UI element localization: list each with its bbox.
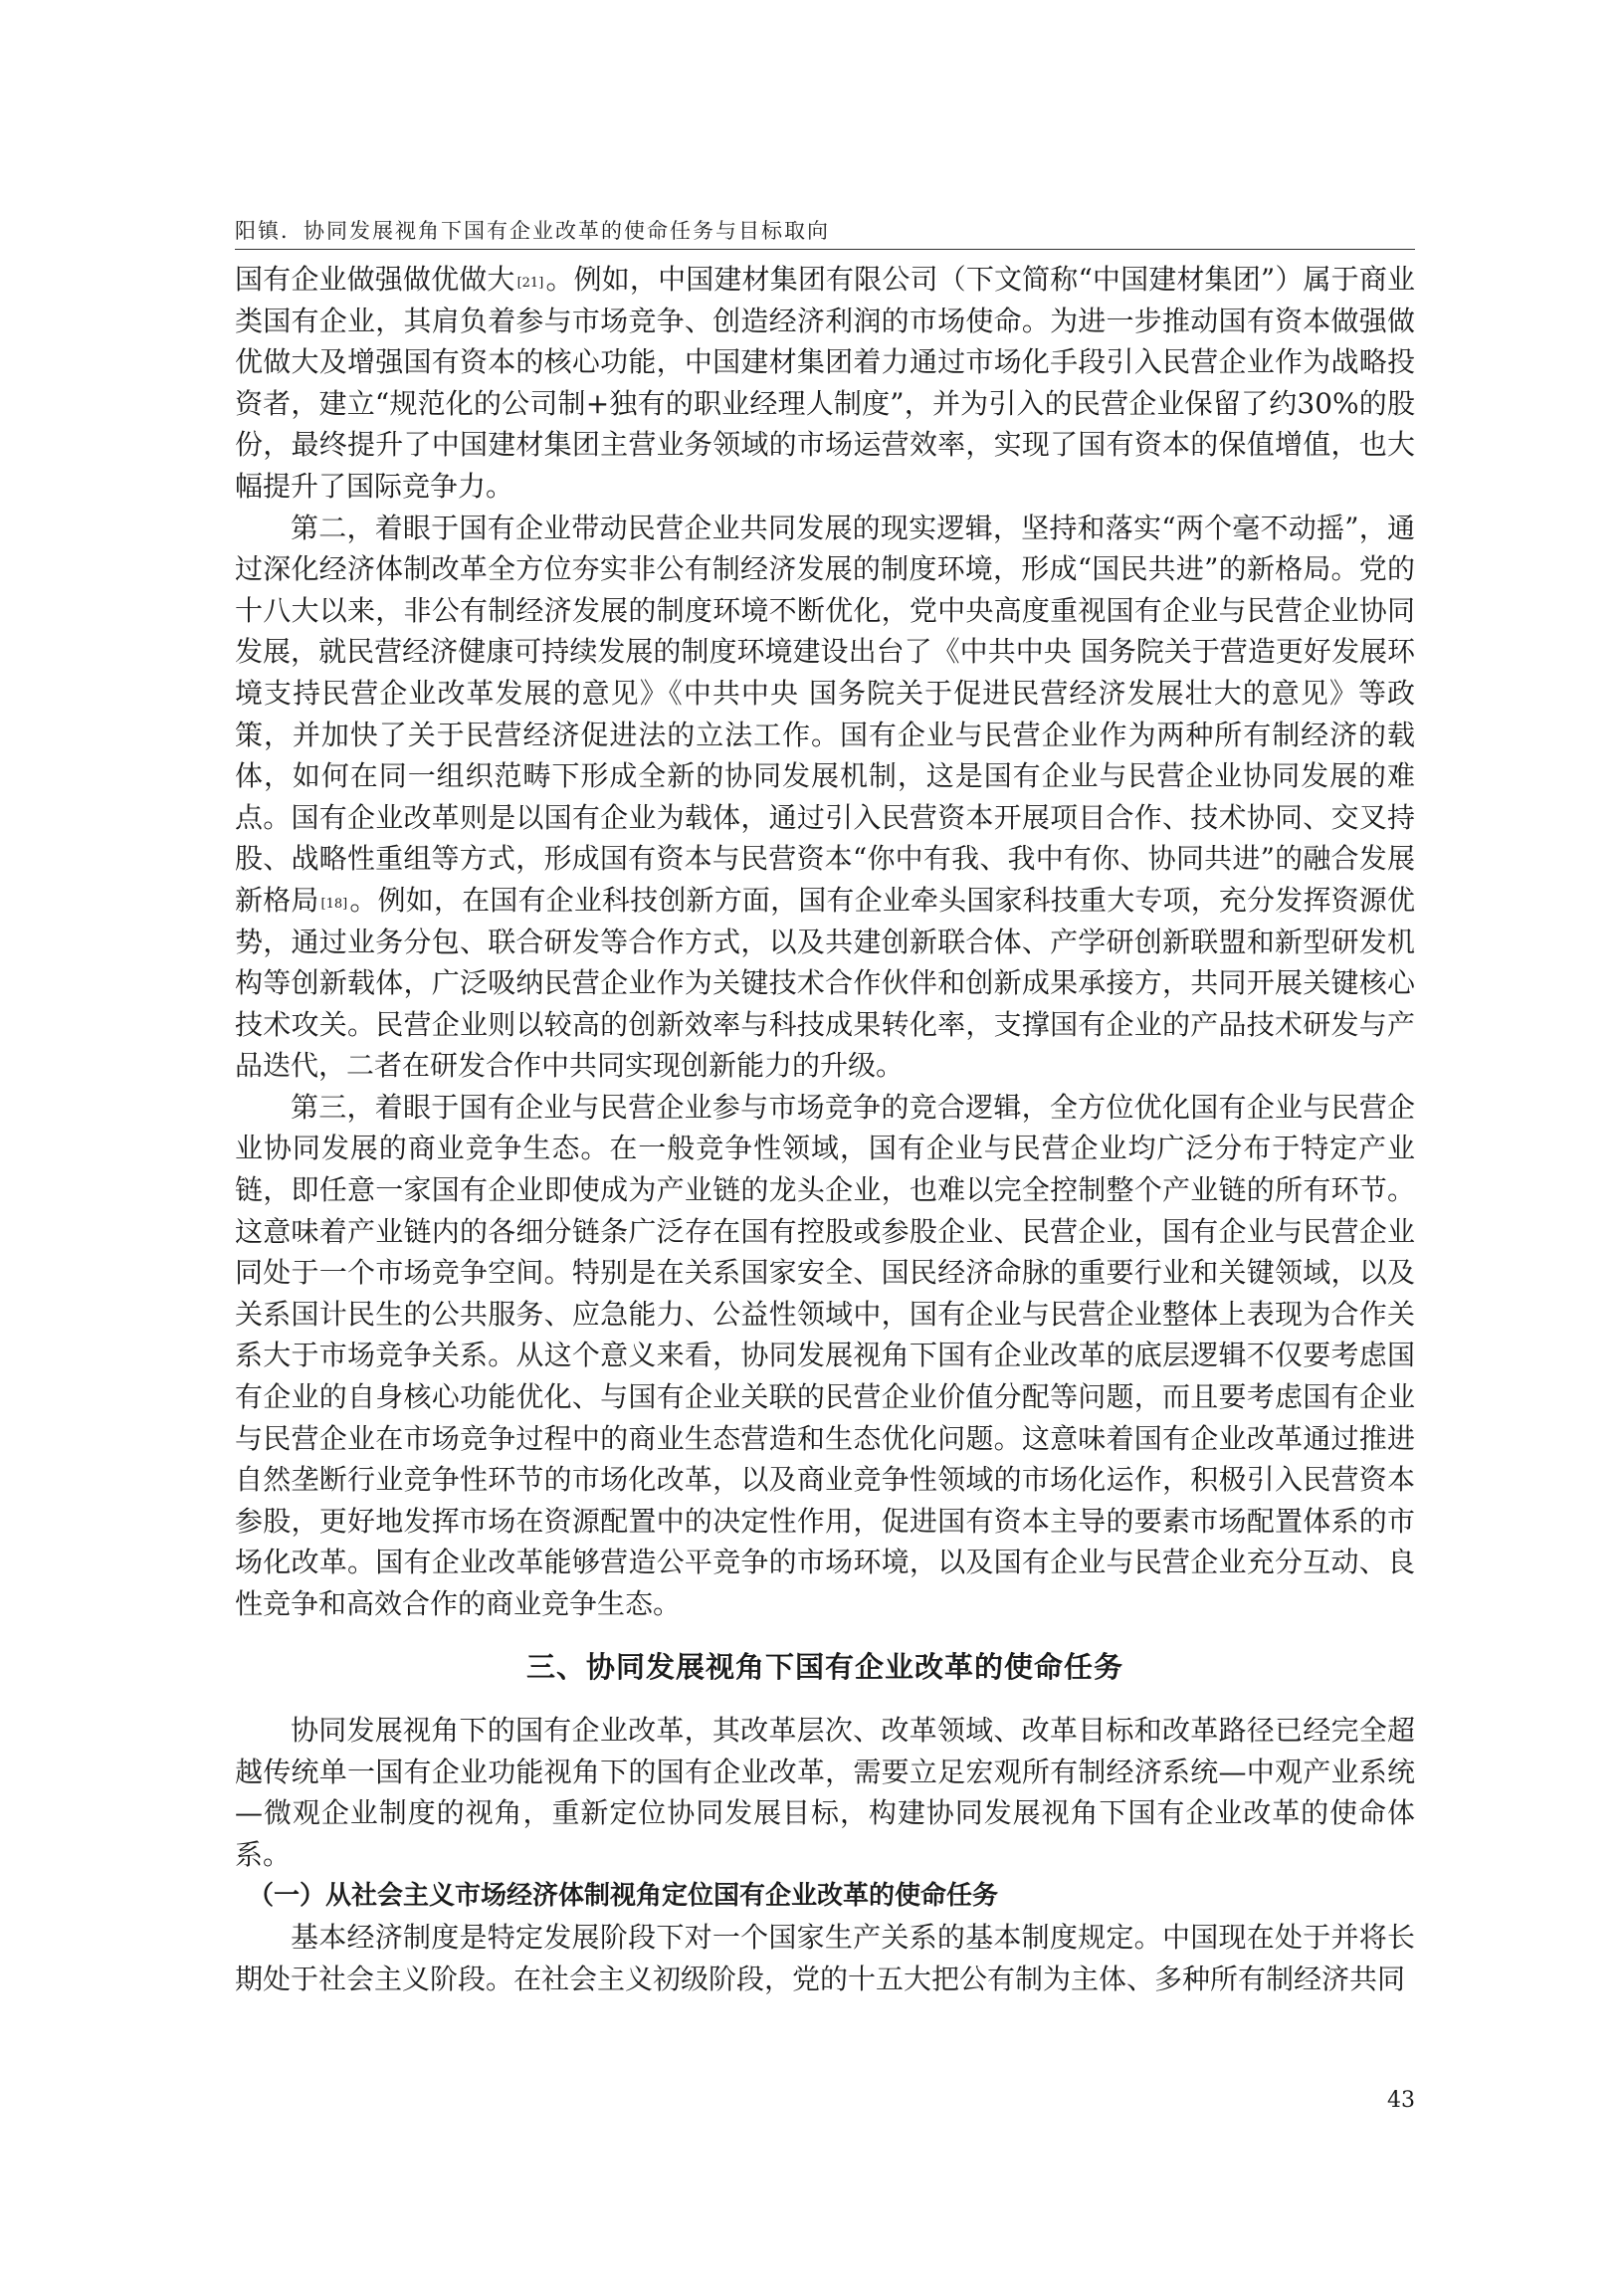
- paragraph-text: 第二，着眼于国有企业带动民营企业共同发展的现实逻辑，坚持和落实“两个毫不动摇”，通过深化经济体制改革全方位夯实非公有制经济发展的制度环境，形成“国民共进”的新格局。党的十八大以来，非公有制经济发展的制度环境不断优化，党中央高度重视国有企业与民营企业协同发展，就民营经济健康可持续发展的制度环境建设出台了《中共中央 国务院关于营造更好发展环境支持民营企业改革发展的意见》《中共中央 国务院关于促进民营经济发展壮大的意见》等政策，并加快了关于民营经济促进法的立法工作。国有企业与民营企业作为两种所有制经济的载体，如何在同一组织范畴下形成全新的协同发展机制，这是国有企业与民营企业协同发展的难点。国有企业改革则是以国有企业为载体，通过引入民营资本开展项目合作、技术协同、交叉持股、战略性重组等方式，形成国有资本与民营资本“你中有我、我中有你、协同共进”的融合发展新格局: [235, 511, 1415, 917]
- section-intro: 协同发展视角下的国有企业改革，其改革层次、改革领域、改革目标和改革路径已经完全超越传统单一国有企业功能视角下的国有企业改革，需要立足宏观所有制经济系统—中观产业系统—微观企业制度的视角，重新定位协同发展目标，构建协同发展视角下国有企业改革的使命体系。: [235, 1714, 1415, 1871]
- paragraph-text: 。例如，在国有企业科技创新方面，国有企业牵头国家科技重大专项，充分发挥资源优势，通过业务分包、联合研发等合作方式，以及共建创新联合体、产学研创新联盟和新型研发机构等创新载体，广泛吸纳民营企业作为关键技术合作伙伴和创新成果承接方，共同开展关键核心技术攻关。民营企业则以较高的创新效率与科技成果转化率，支撑国有企业的产品技术研发与产品迭代，二者在研发合作中共同实现创新能力的升级。: [235, 883, 1415, 1083]
- citation: [18]: [320, 896, 348, 912]
- running-head: 阳镇．协同发展视角下国有企业改革的使命任务与目标取向: [235, 219, 830, 243]
- paragraph-text: 。例如，中国建材集团有限公司（下文简称“中国建材集团”）属于商业类国有企业，其肩负着参与市场竞争、创造经济利润的市场使命。为进一步推动国有资本做强做优做大及增强国有资本的核心功能，中国建材集团着力通过市场化手段引入民营企业作为战略投资者，建立“规范化的公司制+独有的职业经理人制度”，并为引入的民营企业保留了约30%的股份，最终提升了中国建材集团主营业务领域的市场运营效率，实现了国有资本的保值增值，也大幅提升了国际竞争力。: [235, 263, 1415, 503]
- paragraph: [235, 508, 1415, 1087]
- section-title: 三、协同发展视角下国有企业改革的使命任务: [525, 1649, 1123, 1684]
- paragraph-continued: [235, 259, 1415, 508]
- header-rule: [235, 249, 1415, 250]
- subsection-title: （一）从社会主义市场经济体制视角定位国有企业改革的使命任务: [248, 1880, 999, 1911]
- subsection-paragraph: 基本经济制度是特定发展阶段下对一个国家生产关系的基本制度规定。中国现在处于并将长期处于社会主义阶段。在社会主义初级阶段，党的十五大把公有制为主体、多种所有制经济共同: [235, 1921, 1415, 1995]
- paragraph-text: 第三，着眼于国有企业与民营企业参与市场竞争的竞合逻辑，全方位优化国有企业与民营企业协同发展的商业竞争生态。在一般竞争性领域，国有企业与民营企业均广泛分布于特定产业链，即任意一家国有企业即使成为产业链的龙头企业，也难以完全控制整个产业链的所有环节。这意味着产业链内的各细分链条广泛存在国有控股或参股企业、民营企业，国有企业与民营企业同处于一个市场竞争空间。特别是在关系国家安全、国民经济命脉的重要行业和关键领域，以及关系国计民生的公共服务、应急能力、公益性领域中，国有企业与民营企业整体上表现为合作关系大于市场竞争关系。从这个意义来看，协同发展视角下国有企业改革的底层逻辑不仅要考虑国有企业的自身核心功能优化、与国有企业关联的民营企业价值分配等问题，而且要考虑国有企业与民营企业在市场竞争过程中的商业生态营造和生态优化问题。这意味着国有企业改革通过推进自然垄断行业竞争性环节的市场化改革，以及商业竞争性领域的市场化运作，积极引入民营资本参股，更好地发挥市场在资源配置中的决定性作用，促进国有资本主导的要素市场配置体系的市场化改革。国有企业改革能够营造公平竞争的市场环境，以及国有企业与民营企业充分互动、良性竞争和高效合作的商业竞争生态。: [235, 1090, 1415, 1620]
- page-number: 43: [1387, 2088, 1415, 2113]
- paragraph: [235, 1087, 1415, 1625]
- citation: [21]: [516, 276, 544, 291]
- article-body: [235, 259, 1415, 1999]
- paragraph-text: 国有企业做强做优做大: [235, 263, 515, 296]
